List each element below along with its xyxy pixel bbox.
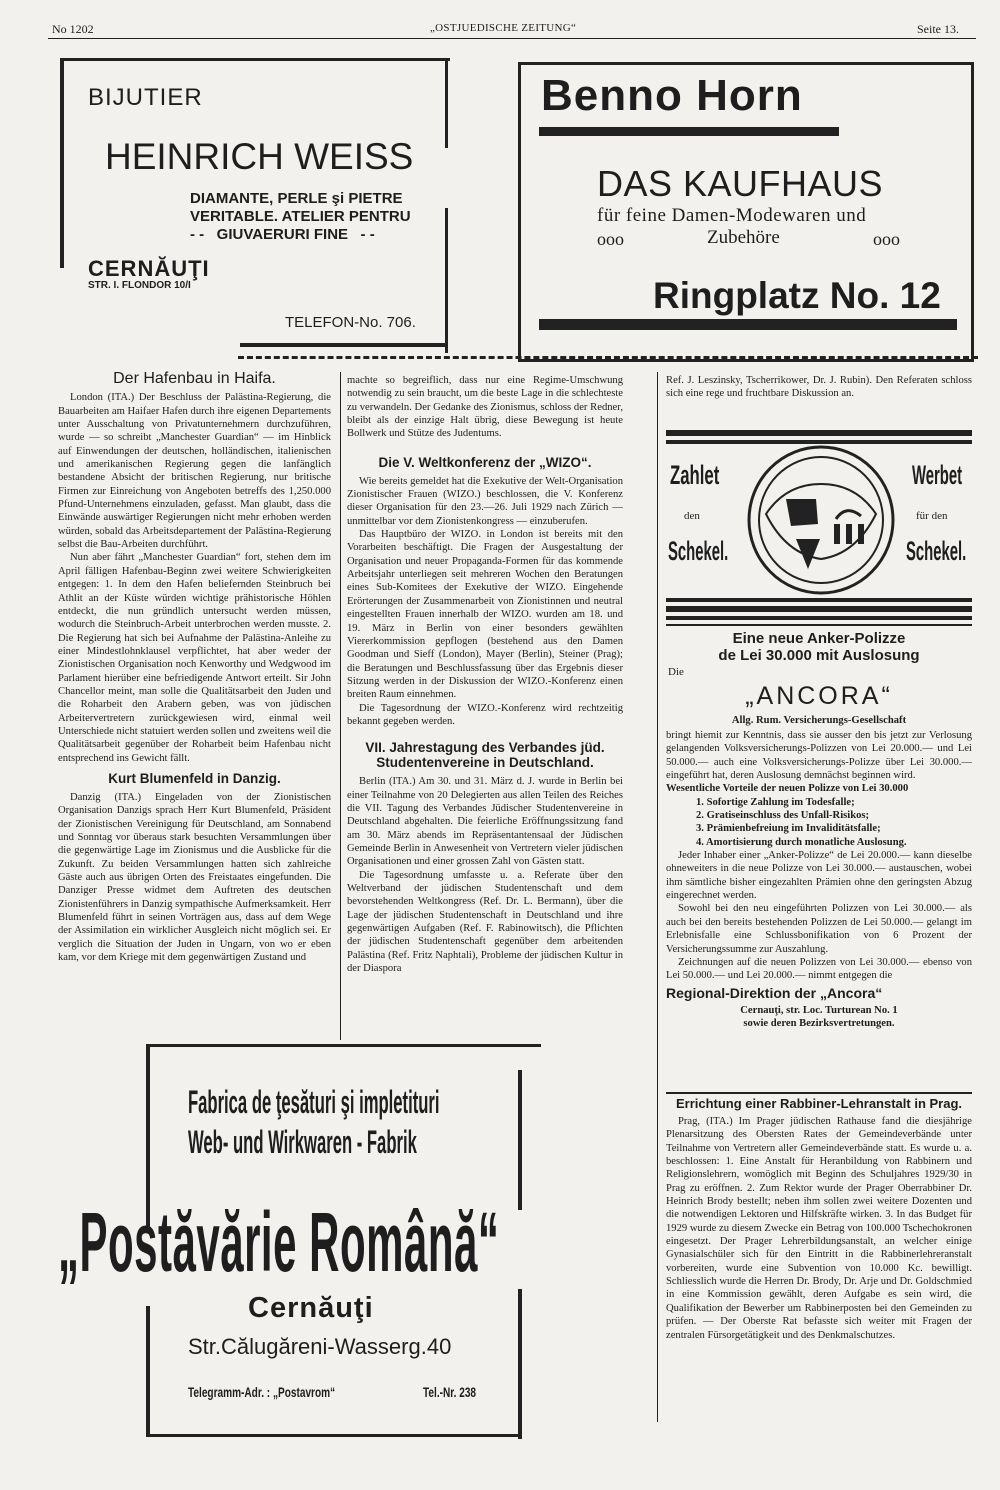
ancora-item: 4. Amortisierung durch monatliche Auslosung. [696,836,907,848]
postavarie-name: „Postăvărie Română“ [58,1195,500,1289]
shekel-right-3: Schekel. [906,536,967,566]
frame-line [146,1044,541,1047]
ad-heinrich-weiss [60,58,455,358]
horn-line1: für feine Damen-Modewaren und [597,205,867,226]
column-3 [666,374,972,401]
column-2 [347,374,623,975]
ad-ancora [666,616,972,1076]
article-paragraph: London (ITA.) Der Beschluss der Palästina-Regierung, die Bauarbeiten am Haifaer Hafen durch ihre eigenen Departements unter Ausschaltung von Privatunternehmern durchzuführen, wurde — so schreibt „Manchester Guardian“ — im Hinblick auf Einwendungen der deutschen, holländischen, italienischen und amerikanischen Regierung gegen die lanfänglich bestandene Absicht der britischen Regierung, nur britische Firmen zur Einreichung von Angeboten betreffs des 1,250.000 Pfund-Unternehmens einzuladen, gefasst. Man glaubt, dass die Einwände auswärtiger Regierungen nicht mehr erhoben werden würden, sobald das Arbeitsdepartement der Palästina-Regierung selbst die Bau-Arbeiten durchführt. [58,392,331,551]
frame-line [146,1434,522,1437]
page-seite-label: Seite 13. [917,22,959,36]
postavarie-line2: Web- und Wirkwaren - Fabrik [188,1124,417,1160]
horn-bar [539,127,839,136]
newspaper-title: „OSTJUEDISCHE ZEITUNG“ [430,22,577,34]
shekel-left-1: Zahlet [670,460,720,490]
ad-shekel [666,430,972,610]
shekel-bar [666,430,972,436]
frame-line [146,1306,150,1436]
ancora-name: „ANCORA“ [745,682,893,710]
ancora-paragraph: Sowohl bei den neu eingeführten Polizzen von Lei 30.000.— als auch bei den bereits bestehenden Polizzen de Lei 50.000.— gelangt im Erlebnisfalle eine Schlussbonifikation von 6 Prozent der Versicherungssumme zur Auszahlung. [666,903,972,955]
section-divider [666,1092,972,1094]
article-paragraph: Berlin (ITA.) Am 30. und 31. März d. J. wurde in Berlin bei einer Teilnahme von 20 Delegierten aus allen Teilen des Reiches die VII. Tagung des Verbandes Jüdischer Studentenvereine in Deutschland abgehalten. Die feierliche Eröffnungssitzung fand am 30. März abends im Repräsentantensaal der Jüdischen Gemeinde Berlin in Anwesenheit von Vertretern vieler jüdischen Organisationen und einer grossen Zahl von Gästen statt. [347,776,623,868]
article-paragraph: Wie bereits gemeldet hat die Exekutive der Welt-Organisation Zionistischer Frauen (WIZO.) beschlossen, die V. Konferenz dieser Organisation für den 23.—26. Juli 1929 nach Zürich — unmittelbar vor dem Zionistenkongress — einzuberufen. [347,475,623,527]
ancora-paragraph: Zeichnungen auf die neuen Polizzen von Lei 30.000.— ebenso von Lei 50.000.— und Lei 20.000.— nimmt entgegen die [666,956,972,982]
ancora-regional: Regional-Direktion der „Ancora“ [666,984,883,1001]
column-1 [58,372,331,964]
article-paragraph: Ref. J. Leszinsky, Tscherrikower, Dr. J. Rubin). Den Referaten schloss sich eine rege und fruchtbare Diskussion an. [666,375,972,400]
horn-ooo-left: ooo [597,229,624,249]
column-divider [340,372,341,1040]
article-heading-blumenfeld: Kurt Blumenfeld in Danzig. [108,770,281,786]
ancora-die: Die [668,666,684,678]
header-rule [48,38,976,39]
postavarie-phone: Tel.-Nr. 238 [423,1384,477,1400]
horn-zubehoer: Zubehöre [707,227,780,248]
ancora-item: 1. Sofortige Zahlung im Todesfalle; [696,796,855,808]
frame-line [518,1070,522,1210]
ancora-item: 3. Prämienbefreiung im Invaliditätsfalle; [696,823,881,835]
ad-benno-horn [518,62,974,362]
ancora-bar [666,624,972,626]
ancora-paragraph: Jeder Inhaber einer „Anker-Polizze“ de Lei 20.000.— kann dieselbe ohneweiters in die neue Polizze von Lei 30.000.— austauschen, wobei ihm sämtliche bisher eingezahlten Prämien ohne den geringsten Abzug eingerechnet werden. [666,850,972,902]
frame-line [60,58,450,61]
horn-name: Benno Horn [541,71,803,120]
horn-address: Ringplatz No. 12 [653,275,941,316]
weiss-street: STR. I. FLONDOR 10/I [88,280,191,291]
horn-bar-bottom [539,319,957,330]
article-paragraph: Die Tagesordnung der WIZO.-Konferenz wird rechtzeitig bekannt gegeben werden. [347,702,623,727]
article-heading-studenten: VII. Jahrestagung des Verbandes jüd. Studentenvereine in Deutschland. [365,740,605,771]
horn-kaufhaus: DAS KAUFHAUS [597,163,884,204]
ancora-paragraph: bringt hiemit zur Kenntnis, dass sie ausser den bis jetzt zur Verlosung gelangenden Volksversicherungs-Polizzen von Lei 20.000.— und Lei 50.000.— auch eine Volksversicherungs-Polizze über Lei 30.000.— eingeführt hat, deren Auslosung demnächst beginnen wird. [666,730,972,782]
ancora-advantages-title: Wesentliche Vorteile der neuen Polizze von Lei 30.000 [666,783,909,795]
shekel-right-1: Werbet [912,460,963,490]
ancora-body [666,729,972,1031]
ancora-item: 2. Gratiseinschluss des Unfall-Risikos; [696,810,870,822]
ancora-subtitle: Allg. Rum. Versicherungs-Gesellschaft [731,715,907,726]
shekel-left-2: den [684,510,700,522]
article-paragraph: Nun aber fährt „Manchester Guardian“ fort, stehen dem im April fälligen Hafenbau-Beginn zwei weitere Schwierigkeiten entgegen: 1. In dem den Hafen beliefernden Steinbruch bei Athlit an der Küste würden wichtige prähistorische Höhlen entdeckt, die nun gründlich untersucht werden müssen, wodurch die Steinbruch-Arbeit unterbrochen werden musste. 2. Die Regierung hat sich bei Aufnahme der Palästina-Anleihe zu einer Mindestlohnklausel verpflichtet, hat aber weder der Zionistischen Organisation noch Kenworthy und Wedgwood im Parlament hierüber eine befriedigende Antwort erteilt. Sir John Chancellor meint, man solle die Qualitätsarbeit den Juden und die Roharbeit den Arabern geben, was von jüdischen Arbeitervertretern zurückgewiesen wird, einmal weil Unterschiede nicht statuiert werden sollen und zweitens weil die Qualitätsarbeit gegenüber der Roharbeit beim Hafenbau nicht entsprechend ins Gewicht fällt. [58,552,331,764]
article-paragraph: Danzig (ITA.) Eingeladen von der Zionistischen Organisation Danzigs sprach Herr Kurt Blumenfeld, Präsident der Zionistischen Vereinigung für Deutschland, am Sonnabend und Sonntag vor überaus stark besuchten Versammlungen über die gegenwärtige Lage im Zionismus und die Ausblicke für die Zukunft. Zu beiden Versammlungen hatten sich zahlreiche Gäste auch aus übrigen Orten des Freistaates eingefunden. Die Danziger Presse widmet dem Auftreten des deutschen Zionistenführers in Danzig sympathische Aufmerksamkeit. Herr Blumenfeld führt in seinen Vorträgen aus, dass auf dem Wege der Assimilation ein wirklicher Ausgleich nicht möglich sei. Er verglich die Situation der Juden in Ungarn, von wo er eben kam, vor dem Kriege mit dem gegenwärtigen Zustand und [58,791,331,964]
shekel-bar [666,598,972,602]
shekel-emblem [746,444,896,596]
postavarie-telegram: Telegramm-Adr. : „Postavrom“ [188,1384,336,1400]
article-heading-haifa: Der Hafenbau in Haifa. [113,370,276,387]
ancora-bar [666,616,972,620]
frame-line [445,208,448,353]
article-rabbiner [666,1096,972,1342]
article-paragraph: Das Hauptbüro der WIZO. in London ist bereits mit den Vorarbeiten beschäftigt. Die Fragen der Ausgestaltung der Organisation und neuer Propaganda-Formen für das kommende Arbeitsjahr unterliegen seit mehreren Wochen den Beratungen eines Sub-Komitees der Exekutive der WIZO. Eingehende Erörterungen der Zusammenarbeit von Zionistinnen und neutral eingestellten Frauen innerhalb der WIZO. wurden am 18. und 19. März in Berlin von einer besonders gewählten Viererkommission gepflogen (bestehend aus den Damen Goodman und Sieff (London), Mayer (Berlin), Steiner (Prag); die Beratungen und Beschlussfassung über das Ergebnis dieser Sitzung werden in der Diskussion der WIZO.-Konferenz einen breiten Raum einnehmen. [347,529,623,701]
article-paragraph: machte so begreiflich, dass nur eine Regime-Umschwung notwendig zu sein braucht, um die beste Lage in die schlechteste zu verwandeln. Der Gedanke des Zionismus, schloss der Redner, bleibt als der einzige Halt übrig, diese Bewegung ist heute Bollwerk und Stütze des Judentums. [347,375,623,440]
weiss-city: CERNĂUŢI [88,256,210,281]
ancora-heading-1: Eine neue Anker-Polizze [732,630,906,647]
frame-line [240,343,448,347]
ad-postavarie [58,1044,648,1444]
ancora-address-2: sowie deren Bezirksvertretungen. [743,1018,895,1030]
postavarie-line1: Fabrica de ţesături şi impletituri [188,1084,440,1120]
article-paragraph: Prag, (ITA.) Im Prager jüdischen Rathause fand die diesjährige Plenarsitzung des Obersten Rates der Gemeindeverbände unter Teilnahme von Vertretern aller Gemeindeverbände statt. Es wurde u. a. beschlossen: 1. Eine Anstalt für Heranbildung von Rabbinern und Religionslehrern, womöglich mit Beginn des Schuljahres 1929/30 in Prag zu eröffnen. 2. Zum Rektor wurde der Prager Oberrabbiner Dr. Heinrich Brody bestellt; neben ihm sollen zwei weitere Dozenten und die notwendigen Lektoren und Hilfskräfte wirken. 3. In das Budget für 1929 wurde zu diesem Zwecke ein Betrag von 100.000 Tschechokronen eingesetzt. Der Prager Lehrerbildungsanstalt, an welcher einige Gynasialschüler sich für den Eintritt in die Rabbinerlehreranstalt vorbereiten, wurde eine Subvention von 10.000 Kc. bewilligt. Schliesslich wurde die Herren Dr. Brody, Dr. Arje und Dr. Goldschmied in eine Kommission gewählt, deren Aufgabe es sein wird, die Qualifikation der Bewerber um Rabbinerposten bei den Gemeinden zu prüfen. — Der Oberste Rat befasste sich weiter mit Fragen der zentralen Fürsorgetätigkeit und des Denkmalschutzes. [666,1116,972,1341]
postavarie-city: Cernăuţi [248,1292,374,1324]
shekel-right-2: für den [916,510,948,522]
column-divider [657,372,658,1422]
shekel-bar [666,606,972,612]
article-paragraph: Die Tagesordnung umfasste u. a. Referate über den Weltverband der jüdischen Studentenschaft und dem bevorstehenden Weltkongress (Ref. Dr. L. Bermann), über die Lage der jüdischen Studentenschaft in Deutschland und ihre gegenwärtigen Aufgaben (Ref. F. Rabinowitsch), die Pflichten der jüdischen Studentenschaft gegenüber dem arbeitenden Palästina (Ref. Fritz Naphtali), Probleme der jüdischen Kultur in der Diaspora [347,869,623,975]
article-heading-rabbiner: Errichtung einer Rabbiner-Lehranstalt in Prag. [675,1096,963,1111]
frame-line [445,58,448,148]
weiss-bijutier: BIJUTIER [88,84,203,111]
weiss-name: HEINRICH WEISS [105,136,414,177]
ancora-address-1: Cernauţi, str. Loc. Turturean No. 1 [740,1004,898,1016]
frame-line [518,1289,522,1439]
dashed-divider [238,356,978,359]
weiss-line3: - - GIUVAERURI FINE - - [190,226,375,243]
weiss-line1: DIAMANTE, PERLE şi PIETRE [190,190,403,207]
weiss-line2: VERITABLE. ATELIER PENTRU [190,208,411,225]
horn-ooo-right: ooo [873,229,900,249]
article-heading-wizo: Die V. Weltkonferenz der „WIZO“. [378,454,592,470]
postavarie-street: Str.Călugăreni-Wasserg.40 [188,1334,452,1359]
ancora-heading-2: de Lei 30.000 mit Auslosung [718,647,920,664]
page-number-label: No 1202 [52,22,94,36]
frame-line [60,58,64,268]
shekel-left-3: Schekel. [668,536,729,566]
weiss-phone: TELEFON-No. 706. [285,314,416,331]
